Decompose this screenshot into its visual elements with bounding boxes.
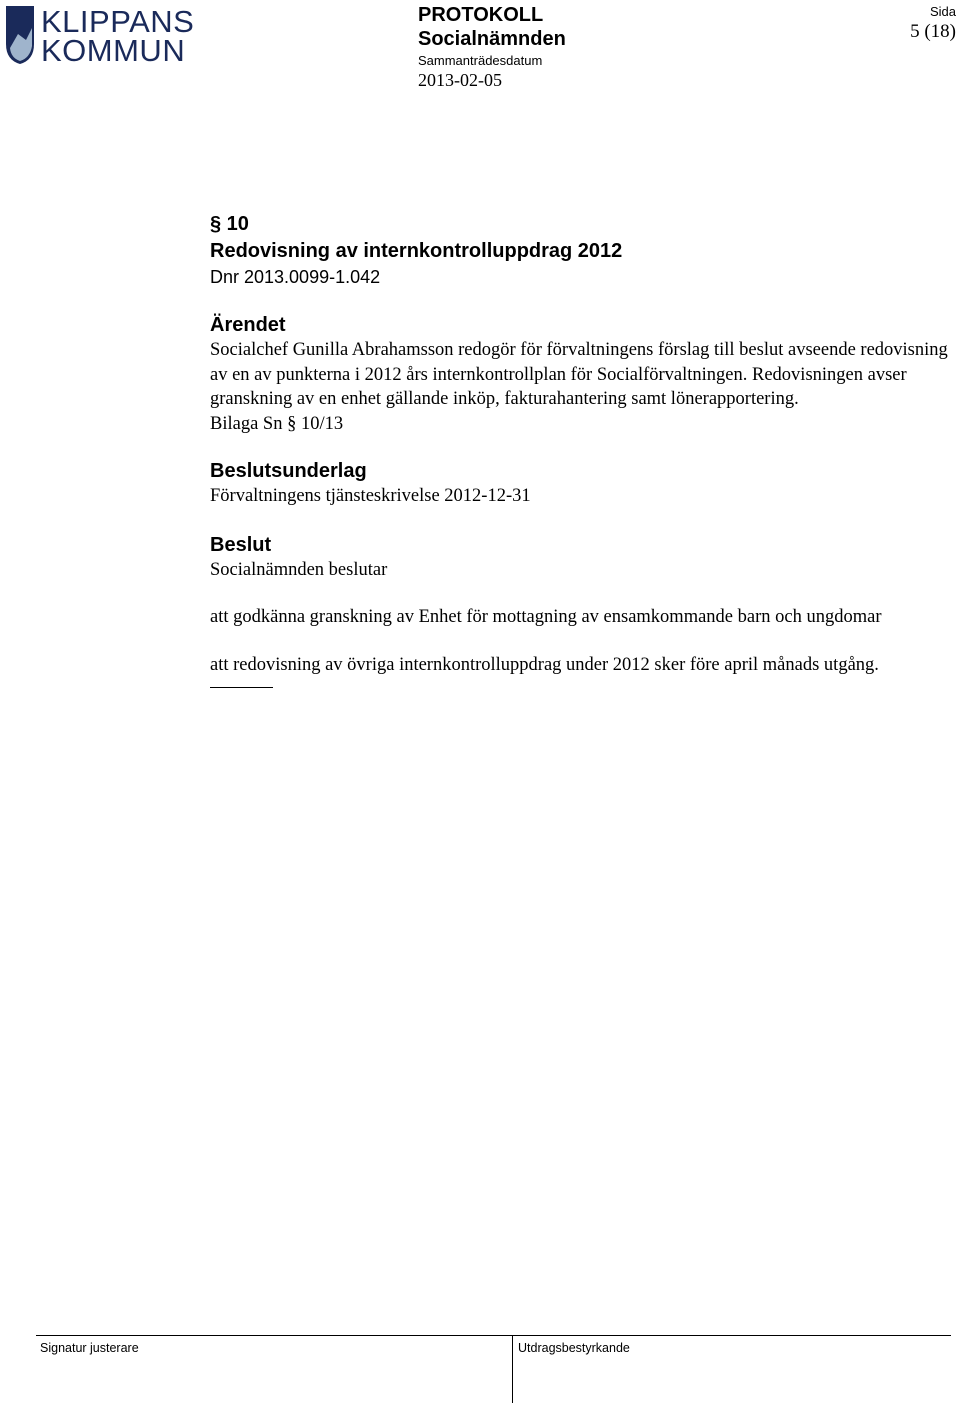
minutes-section (210, 210, 955, 688)
document-type: PROTOKOLL (418, 4, 544, 26)
paragraph-number: § 10 (210, 213, 249, 235)
beslut-heading: Beslut (210, 533, 272, 556)
logo-line-2: KOMMUN (41, 33, 186, 68)
case-number: Dnr 2013.0099-1.042 (210, 267, 381, 287)
logo-wordmark (41, 4, 195, 68)
arendet-heading: Ärendet (210, 314, 286, 336)
page-label: Sida (929, 4, 956, 19)
footer-divider (36, 1335, 951, 1336)
attachment-reference: Bilaga Sn § 10/13 (210, 413, 344, 434)
page-number: 5 (18) (910, 21, 956, 42)
footer-column-divider (512, 1335, 513, 1403)
beslutsunderlag-text: Förvaltningens tjänsteskrivelse 2012-12-31 (210, 486, 531, 506)
extract-certification-label: Utdragsbestyrkande (518, 1341, 630, 1355)
municipality-logo (4, 4, 216, 66)
section-end-rule (210, 687, 273, 688)
arendet-text: Socialchef Gunilla Abrahamsson redogör för förvaltningens förslag till beslut avseende redovisning av en av punkterna i 2012 års internkontrollplan för Socialförvaltningen. Redovisningen avser granskning av en enhet gällande inköp, fakturahantering samt lönerapportering. (210, 340, 948, 409)
decision-item-1: att godkänna granskning av Enhet för mottagning av ensamkommande barn och ungdomar (210, 607, 882, 627)
decision-item-2: att redovisning av övriga internkontrolluppdrag under 2012 sker före april månads utgång. (210, 654, 879, 675)
board-name: Socialnämnden (418, 28, 566, 50)
section-title: Redovisning av internkontrolluppdrag 2012 (210, 240, 623, 262)
beslut-intro: Socialnämnden beslutar (210, 559, 388, 580)
beslutsunderlag-heading: Beslutsunderlag (210, 460, 367, 482)
meeting-date: 2013-02-05 (418, 70, 502, 90)
signature-label: Signatur justerare (40, 1341, 139, 1355)
meeting-date-label: Sammanträdesdatum (418, 53, 543, 68)
logo-line-1: KLIPPANS (41, 4, 195, 39)
